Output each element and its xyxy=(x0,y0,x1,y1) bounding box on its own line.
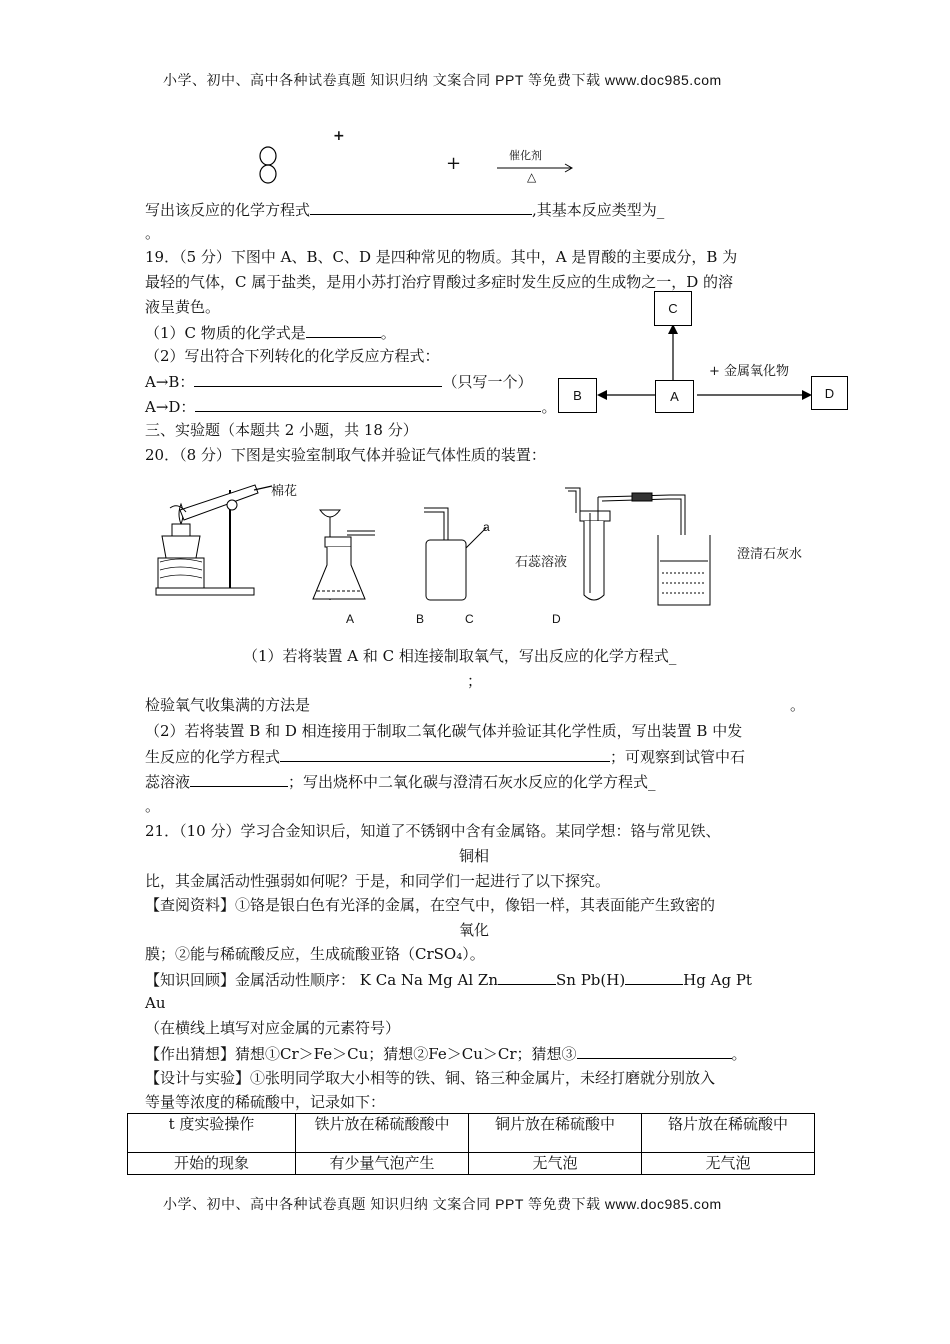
q21-line-8 xyxy=(145,1042,747,1065)
apparatus-testtube-beaker-figure xyxy=(560,483,735,608)
q20-blank-litmus[interactable] xyxy=(190,770,288,787)
label-limewater: 澄清石灰水 xyxy=(737,547,803,562)
table-row xyxy=(128,1153,815,1175)
q21-line-1: 21．（10 分）学习合金知识后，知道了不锈钢中含有金属铬。某同学想：铬与常见铁、 xyxy=(145,822,721,840)
label-litmus: 石蕊溶液 xyxy=(515,555,568,570)
q21-line-1-cont: 铜相 xyxy=(459,847,490,865)
q19-line-3: 液呈黄色。 xyxy=(145,298,221,316)
q21-hypothesis-text: 【作出猜想】猜想①Cr＞Fe＞Cu；猜想②Fe＞Cu＞Cr；猜想③ xyxy=(145,1045,577,1063)
q21-blank-metal-1[interactable] xyxy=(498,968,556,985)
q21-line-2: 比，其金属活动性强弱如何呢？于是，和同学们一起进行了以下探究。 xyxy=(145,872,611,890)
label-cotton: 棉花 xyxy=(271,484,298,499)
q21-line-3: 【查阅资料】①铬是银白色有光泽的金属，在空气中，像铝一样，其表面能产生致密的 xyxy=(145,896,716,914)
q19-line-4 xyxy=(145,321,396,344)
q19-blank-ab[interactable] xyxy=(194,370,442,387)
q19-ab-note: （只写一个） xyxy=(442,373,533,391)
table-header-cell: t 度实验操作 xyxy=(128,1114,296,1153)
q20-line-1: 20．（8 分）下图是实验室制取气体并验证气体性质的装置： xyxy=(145,446,546,464)
table-cell: 有少量气泡产生 xyxy=(296,1153,469,1175)
q19-line-6 xyxy=(145,370,532,393)
diagram-node-a: A xyxy=(655,380,694,413)
q20-p2-text: 生反应的化学方程式 xyxy=(145,748,281,766)
q20-part-2-line-2 xyxy=(145,745,745,768)
q21-hypothesis-end: 。 xyxy=(731,1045,747,1063)
q18-blank-equation[interactable] xyxy=(310,198,532,215)
q21-line-6: Au xyxy=(145,994,166,1012)
q18-line-text-2: ,其基本反应类型为_ xyxy=(532,201,665,219)
apparatus-flask-figure xyxy=(305,505,385,605)
q21-line-4: 膜；②能与稀硫酸反应，生成硫酸亚铬（CrSO₄）。 xyxy=(145,945,485,963)
q19-ad-label: A→D： xyxy=(145,398,196,416)
label-b-apparatus: B xyxy=(416,612,425,626)
diagram-arrow-label: + 金属氧化物 xyxy=(709,364,790,379)
q19-ab-label: A→B： xyxy=(145,373,195,391)
q19-blank-c-formula[interactable] xyxy=(306,321,381,338)
q21-blank-hypothesis[interactable] xyxy=(577,1042,732,1059)
diagram-node-b: B xyxy=(558,378,597,413)
q21-line-3-cont: 氧化 xyxy=(459,921,490,939)
catalyst-label: 催化剂 xyxy=(509,150,542,162)
table-cell: 无气泡 xyxy=(469,1153,642,1175)
q19-q1-end: 。 xyxy=(380,324,396,342)
q19-q1-text: （1）C 物质的化学式是 xyxy=(145,324,306,342)
table-header-cell: 铬片放在稀硫酸中 xyxy=(641,1114,814,1153)
q19-line-7 xyxy=(145,395,556,418)
heat-symbol: △ xyxy=(527,170,537,184)
q21-activity-text-2: Sn Pb(H) xyxy=(555,971,626,989)
q20-part-2-line-3 xyxy=(145,770,656,793)
q19-ad-end: 。 xyxy=(541,398,557,416)
table-cell: 无气泡 xyxy=(641,1153,814,1175)
q20-blank-b-equation[interactable] xyxy=(280,745,610,762)
label-c-apparatus: C xyxy=(465,612,474,626)
q20-part-1-end: ； xyxy=(467,672,483,690)
reaction-arrow-icon xyxy=(497,163,577,173)
q20-part-1-check-end: 。 xyxy=(790,696,806,714)
label-a-tube: a xyxy=(483,520,490,534)
table-cell: 开始的现象 xyxy=(128,1153,296,1175)
q20-p2-text-2: ；可观察到试管中石 xyxy=(610,748,746,766)
experiment-table xyxy=(127,1113,815,1175)
label-d-apparatus: D xyxy=(552,612,561,626)
ion-charge-plus: + xyxy=(333,128,345,144)
q20-end: 。 xyxy=(145,797,161,815)
molecule-icon xyxy=(255,145,285,187)
table-header-row xyxy=(128,1114,815,1153)
q20-part-1: （1）若将装置 A 和 C 相连接制取氧气，写出反应的化学方程式_ xyxy=(243,647,677,665)
q20-p3-text-2: ；写出烧杯中二氧化碳与澄清石灰水反应的化学方程式_ xyxy=(288,773,656,791)
apparatus-heating-figure xyxy=(150,470,285,602)
q21-line-9: 【设计与实验】①张明同学取大小相等的铁、铜、铬三种金属片，未经打磨就分别放入 xyxy=(145,1069,716,1087)
q19-line-2: 最轻的气体，C 属于盐类，是用小苏打治疗胃酸过多症时发生反应的生成物之一，D 的溶 xyxy=(145,273,734,291)
q21-line-10: 等量等浓度的稀硫酸中，记录如下： xyxy=(145,1093,386,1111)
q21-blank-metal-2[interactable] xyxy=(625,968,683,985)
q18-line-text: 写出该反应的化学方程式 xyxy=(145,201,311,219)
q19-diagram-arrows xyxy=(560,290,850,420)
page-header: 小学、初中、高中各种试卷真题 知识归纳 文案合同 PPT 等免费下载 www.doc985.com xyxy=(163,72,722,88)
q18-equation-line xyxy=(145,198,664,221)
table-header-cell: 铜片放在稀硫酸中 xyxy=(469,1114,642,1153)
q18-end: 。 xyxy=(145,224,161,242)
q19-line-5: （2）写出符合下列转化的化学反应方程式： xyxy=(145,347,440,365)
q20-part-1-check: 检验氧气收集满的方法是 xyxy=(145,696,311,714)
label-a-apparatus: A xyxy=(346,612,355,626)
apparatus-gas-jar-figure xyxy=(410,500,500,605)
q20-part-2: （2）若将装置 B 和 D 相连接用于制取二氧化碳气体并验证其化学性质，写出装置 B 中发 xyxy=(145,722,743,740)
reaction-plus: + xyxy=(446,153,462,174)
q21-line-5 xyxy=(145,968,752,991)
table-header-cell: 铁片放在稀硫酸酸中 xyxy=(296,1114,469,1153)
q19-blank-ad[interactable] xyxy=(195,395,541,412)
diagram-node-c: C xyxy=(654,291,692,326)
q19-line-1: 19．（5 分）下图中 A、B、C、D 是四种常见的物质。其中，A 是胃酸的主要成分，B 为 xyxy=(145,248,738,266)
q20-p3-text: 蕊溶液 xyxy=(145,773,191,791)
q21-activity-text-3: Hg Ag Pt xyxy=(683,971,752,989)
q21-line-7: （在横线上填写对应金属的元素符号） xyxy=(145,1019,401,1037)
page-footer: 小学、初中、高中各种试卷真题 知识归纳 文案合同 PPT 等免费下载 www.doc985.com xyxy=(163,1196,722,1212)
diagram-node-d: D xyxy=(811,376,848,410)
q21-activity-text: 【知识回顾】金属活动性顺序： K Ca Na Mg Al Zn xyxy=(145,971,498,989)
section-3-title: 三、实验题（本题共 2 小题，共 18 分） xyxy=(145,421,418,439)
